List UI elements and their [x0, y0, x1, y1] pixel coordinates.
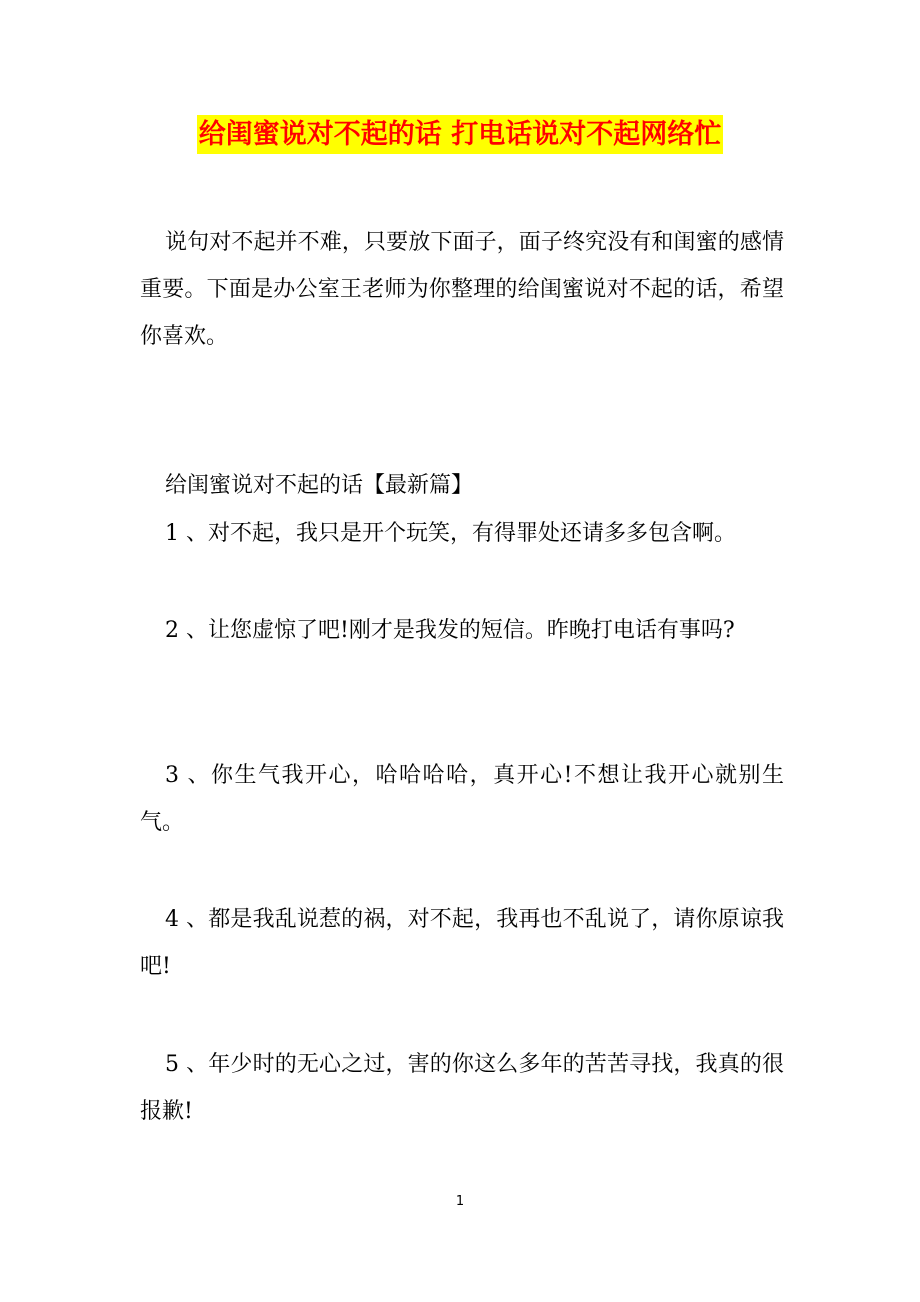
- list-item: 1 、对不起，我只是开个玩笑，有得罪处还请多多包含啊。: [165, 521, 736, 546]
- page-number: 1: [455, 1194, 465, 1209]
- list-item: 2 、让您虚惊了吧!刚才是我发的短信。昨晚打电话有事吗?: [165, 618, 735, 643]
- document-title-container: [0, 112, 920, 158]
- list-item: 3 、你生气我开心，哈哈哈哈，真开心!不想让我开心就别生气。: [140, 763, 784, 835]
- document-title: 给闺蜜说对不起的话 打电话说对不起网络忙: [197, 115, 723, 154]
- list-item: 5 、年少时的无心之过，害的你这么多年的苦苦寻找，我真的很报歉!: [140, 1052, 784, 1124]
- list-item: 4 、都是我乱说惹的祸，对不起，我再也不乱说了，请你原谅我吧!: [140, 907, 784, 979]
- intro-paragraph: 说句对不起并不难，只要放下面子，面子终究没有和闺蜜的感情重要。下面是办公室王老师为你整理的给闺蜜说对不起的话，希望你喜欢。: [140, 230, 784, 349]
- section-heading: 给闺蜜说对不起的话【最新篇】: [165, 473, 474, 498]
